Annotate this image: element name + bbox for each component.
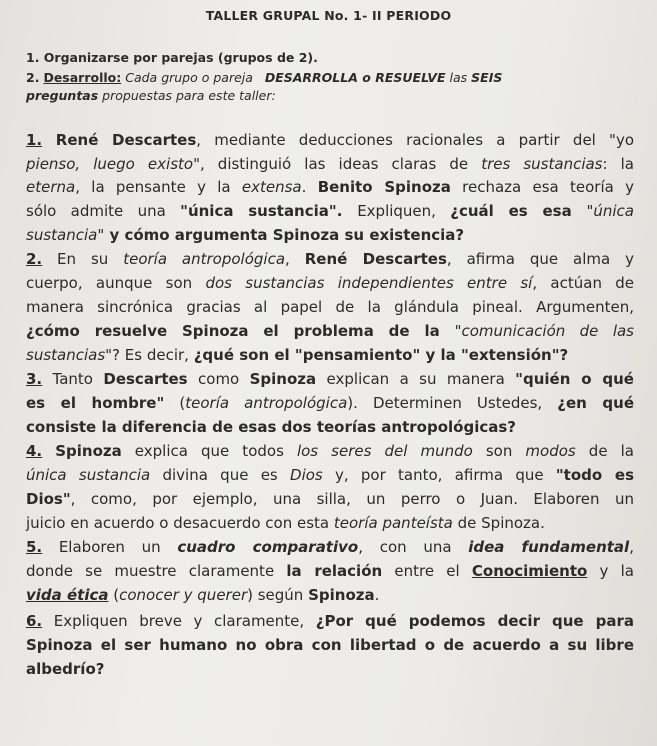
text: donde se muestre claramente — [26, 562, 287, 580]
instruction-2-number: 2. — [26, 70, 40, 85]
instruction-2-count: SEIS — [471, 70, 503, 85]
text-italic: teoría panteísta — [333, 514, 453, 532]
text: explica que todos — [121, 442, 297, 460]
text-italic: tres sustancias — [481, 155, 603, 173]
question-5-line-1 — [26, 538, 634, 557]
text: son — [472, 442, 526, 460]
text-italic: dos sustancias independientes entre sí — [205, 274, 533, 292]
text-italic: "comunicación de las — [454, 322, 634, 340]
text-italic: extensa — [241, 178, 302, 196]
question-3-line-2 — [26, 394, 634, 413]
instruction-2-emphasis: DESARROLLA o RESUELVE — [264, 70, 446, 85]
question-2-line-3 — [26, 298, 634, 317]
instruction-2-text-a: Cada grupo o pareja — [125, 70, 253, 85]
text — [42, 442, 55, 460]
text: manera sincrónica gracias al papel de la glándula pineal. Argumenten, — [26, 298, 634, 316]
text-bold: "todo es — [555, 466, 634, 484]
text: , como, por ejemplo, una silla, un perro o Juan. Elaboren un — [70, 490, 634, 508]
text: ( — [108, 586, 120, 604]
text: , — [629, 538, 634, 556]
text-bold: ¿cuál es esa — [450, 202, 587, 220]
text-italic: Dios — [290, 466, 323, 484]
text-bold: la relación — [286, 562, 383, 580]
instruction-2-text-b: las — [449, 70, 468, 85]
text: En su — [42, 250, 124, 268]
question-6-line-1 — [26, 612, 634, 631]
text-italic: modos — [525, 442, 576, 460]
instruction-2-cont — [26, 88, 634, 104]
text-italic: única sustancia — [26, 466, 151, 484]
text-bold: Spinoza — [308, 586, 375, 604]
text: Expliquen, — [357, 202, 451, 220]
text: Expliquen breve y claramente, — [42, 612, 316, 630]
text-bold-italic: cuadro comparativo — [177, 538, 359, 556]
text: entre el — [382, 562, 472, 580]
question-5-line-2 — [26, 562, 634, 581]
text: cuerpo, aunque son — [26, 274, 206, 292]
text-italic: teoría antropológica — [123, 250, 286, 268]
text-bold-underline: vida ética — [26, 586, 109, 604]
question-2-line-1 — [26, 250, 634, 269]
text-italic: eterna — [26, 178, 76, 196]
text-bold: ¿Por qué podemos decir que para — [315, 612, 634, 630]
question-6-line-3 — [26, 660, 634, 679]
question-number: 2. — [26, 250, 43, 268]
text: rechaza esa teoría y — [450, 178, 634, 196]
question-5-line-3 — [26, 586, 634, 605]
question-number: 1. — [26, 131, 43, 149]
text: juicio en acuerdo o desacuerdo con esta — [26, 514, 334, 532]
text: , la pensante y la — [75, 178, 242, 196]
text: ) según — [247, 586, 309, 604]
text-bold: "quién o qué — [515, 370, 634, 388]
text-italic: sustancia" — [26, 226, 105, 244]
text: ). Determinen Ustedes, — [347, 394, 558, 412]
instruction-2-text-c: propuestas para este taller: — [102, 88, 276, 103]
question-2-line-4 — [26, 322, 634, 341]
text: , distinguió las ideas claras de — [199, 155, 482, 173]
question-number: 5. — [26, 538, 43, 556]
text: Tanto — [42, 370, 104, 388]
question-4-line-4 — [26, 514, 634, 533]
text-bold: René Descartes — [42, 131, 197, 149]
question-3-line-3 — [26, 418, 634, 437]
text-bold: René Descartes — [304, 250, 447, 268]
text-bold: Spinoza el ser humano no obra con libertad o de acuerdo a su libre — [26, 636, 634, 654]
question-6-line-2 — [26, 636, 634, 655]
instruction-1 — [26, 50, 634, 66]
instruction-1-text: 1. Organizarse por parejas (grupos de 2). — [26, 50, 318, 65]
question-number: 4. — [26, 442, 43, 460]
text-italic: teoría antropológica — [185, 394, 348, 412]
question-1-line-3 — [26, 178, 634, 197]
question-1-line-2 — [26, 155, 634, 174]
text: y la — [587, 562, 634, 580]
question-number: 6. — [26, 612, 43, 630]
text: divina que es — [150, 466, 291, 484]
text: , afirma que alma y — [446, 250, 634, 268]
question-4-line-1 — [26, 442, 634, 461]
question-2-line-2 — [26, 274, 634, 293]
question-4-line-3 — [26, 490, 634, 509]
text-italic: los seres del mundo — [296, 442, 473, 460]
text-bold: Dios" — [26, 490, 71, 508]
question-4-line-2 — [26, 466, 634, 485]
text: , — [285, 250, 305, 268]
text-bold: ¿cómo resuelve Spinoza el problema de la — [26, 322, 455, 340]
question-2-line-5 — [26, 346, 634, 365]
text: . — [374, 586, 380, 604]
text-bold: albedrío? — [26, 660, 105, 678]
text-bold-italic: idea fundamental — [468, 538, 630, 556]
text-bold: es el hombre" — [26, 394, 165, 412]
text-bold: y cómo argumenta Spinoza su existencia? — [104, 226, 465, 244]
page-title: TALLER GRUPAL No. 1- II PERIODO — [205, 8, 452, 23]
text-bold: ¿en qué — [557, 394, 634, 412]
question-number: 3. — [26, 370, 43, 388]
instruction-2 — [26, 70, 634, 86]
text: ? Es decir, — [112, 346, 194, 364]
text-italic: pienso, luego existo" — [26, 155, 200, 173]
text: , con una — [358, 538, 469, 556]
text-bold-underline: Conocimiento — [471, 562, 588, 580]
text-italic: "única — [586, 202, 634, 220]
text-bold: "única sustancia". — [180, 202, 358, 220]
text-bold: Descartes — [103, 370, 188, 388]
text-italic: conocer y querer — [119, 586, 248, 604]
text: y, por tanto, afirma que — [322, 466, 556, 484]
text-bold: ¿qué son el "pensamiento" y la "extensión"? — [193, 346, 569, 364]
text: , mediante deducciones racionales a partir del "yo — [196, 131, 634, 149]
text: sólo admite una — [26, 202, 181, 220]
text: : la — [602, 155, 634, 173]
text: , actúan de — [532, 274, 634, 292]
text: como — [187, 370, 250, 388]
text-bold: Spinoza — [249, 370, 317, 388]
text: de Spinoza. — [452, 514, 545, 532]
text-bold: consiste la diferencia de esas dos teorías antropológicas? — [26, 418, 516, 436]
text-bold: Benito Spinoza — [317, 178, 451, 196]
instruction-2-heading: Desarrollo: — [43, 70, 122, 85]
text: . — [301, 178, 318, 196]
instruction-2-preguntas: preguntas — [26, 88, 99, 103]
question-3-line-1 — [26, 370, 634, 389]
text: de la — [575, 442, 634, 460]
text-italic: sustancias" — [26, 346, 113, 364]
question-1-line-4 — [26, 202, 634, 221]
text: explican a su manera — [316, 370, 516, 388]
text: ( — [164, 394, 186, 412]
question-1-line-1 — [26, 131, 634, 150]
text: Elaboren un — [42, 538, 178, 556]
question-1-line-5 — [26, 226, 634, 245]
text-bold: Spinoza — [55, 442, 122, 460]
